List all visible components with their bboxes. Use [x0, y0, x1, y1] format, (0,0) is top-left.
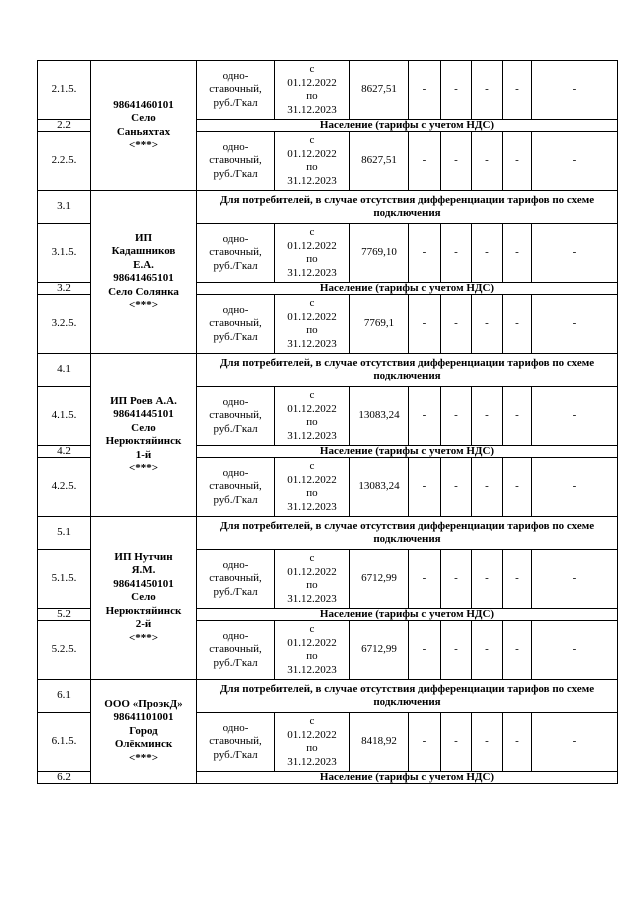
text-line: Село Солянка — [108, 285, 179, 298]
row-number-cell: 3.2 — [38, 283, 91, 295]
empty-value-cell: - — [409, 61, 441, 120]
text-line: ИП — [134, 231, 153, 244]
period-cell — [275, 458, 350, 517]
text-line: ставочный, — [209, 735, 262, 748]
empty-value-cell: - — [441, 224, 472, 283]
text-line: 31.12.2023 — [287, 592, 337, 605]
text-line: руб./Гкал — [213, 585, 258, 598]
text-line: 98641445101 — [113, 408, 174, 420]
period-cell — [275, 61, 350, 120]
text-line: Село — [131, 421, 156, 434]
empty-value-cell: - — [472, 387, 503, 446]
empty-value-cell: - — [503, 621, 532, 680]
tariff-type-cell — [197, 61, 275, 120]
empty-value-cell: - — [532, 224, 618, 283]
empty-value-cell: - — [472, 224, 503, 283]
organization-cell — [91, 680, 197, 784]
empty-value-cell: - — [532, 550, 618, 609]
text-line: <***> — [128, 462, 159, 474]
tariff-value-cell: 8627,51 — [350, 61, 409, 120]
tariff-type-cell — [197, 713, 275, 772]
row-number-cell: 4.2 — [38, 446, 91, 458]
empty-value-cell: - — [532, 458, 618, 517]
empty-value-cell: - — [503, 132, 532, 191]
text-line: 31.12.2023 — [287, 429, 337, 442]
text-line: Саньяхтах — [116, 125, 171, 138]
tariff-type-cell — [197, 458, 275, 517]
tariff-value-cell: 8418,92 — [350, 713, 409, 772]
tariff-type-cell — [197, 295, 275, 354]
text-line: одно- — [222, 466, 249, 479]
text-line: <***> — [128, 751, 159, 764]
text-line: 01.12.2022 — [287, 473, 337, 486]
empty-value-cell: - — [409, 295, 441, 354]
text-line: руб./Гкал — [213, 330, 258, 343]
table-row — [38, 680, 618, 713]
text-line: с — [309, 715, 315, 727]
text-line: по — [306, 487, 318, 499]
section-header-cell: Для потребителей, в случае отсутствия дифференциации тарифов по схеме подключения — [197, 680, 618, 713]
empty-value-cell: - — [441, 713, 472, 772]
row-number-cell: 6.1 — [38, 680, 91, 713]
text-line: одно- — [222, 558, 249, 571]
tariff-type-cell — [197, 621, 275, 680]
text-line: 31.12.2023 — [287, 663, 337, 676]
text-line: с — [309, 552, 315, 564]
text-line: руб./Гкал — [213, 493, 258, 506]
text-line: Нерюктяйинск — [105, 604, 182, 617]
empty-value-cell: - — [472, 295, 503, 354]
empty-value-cell: - — [532, 387, 618, 446]
text-line: Село — [131, 591, 156, 604]
text-line: с — [309, 134, 315, 146]
text-line: одно- — [222, 69, 249, 82]
tariff-type-cell — [197, 224, 275, 283]
text-line: 98641101001 — [113, 711, 174, 724]
text-line: ставочный, — [209, 480, 262, 493]
empty-value-cell: - — [409, 387, 441, 446]
empty-value-cell: - — [409, 621, 441, 680]
text-line: Нерюктяйинск — [105, 435, 182, 447]
text-line: руб./Гкал — [213, 748, 258, 761]
section-header-cell: Население (тарифы с учетом НДС) — [197, 446, 618, 458]
row-number-cell: 3.1 — [38, 191, 91, 224]
text-line: руб./Гкал — [213, 656, 258, 669]
section-header-cell: Население (тарифы с учетом НДС) — [197, 283, 618, 295]
text-line: 01.12.2022 — [287, 728, 337, 741]
text-line: по — [306, 161, 318, 173]
text-line: <***> — [128, 299, 159, 311]
text-line: одно- — [222, 629, 249, 642]
text-line: по — [306, 253, 318, 265]
section-header-cell: Для потребителей, в случае отсутствия дифференциации тарифов по схеме подключения — [197, 354, 618, 387]
period-cell — [275, 132, 350, 191]
text-line: по — [306, 416, 318, 428]
text-line: ООО «ПроэкД» — [104, 697, 183, 710]
row-number-cell: 4.1.5. — [38, 387, 91, 446]
empty-value-cell: - — [441, 295, 472, 354]
tariff-value-cell: 8627,51 — [350, 132, 409, 191]
text-line: 98641465101 — [113, 272, 174, 284]
row-number-cell: 5.2.5. — [38, 621, 91, 680]
empty-value-cell: - — [503, 387, 532, 446]
text-line: <***> — [128, 139, 159, 151]
row-number-cell: 4.1 — [38, 354, 91, 387]
row-number-cell: 6.2 — [38, 772, 91, 784]
text-line: ИП Роев А.А. — [110, 394, 177, 407]
tariff-type-cell — [197, 550, 275, 609]
text-line: Село — [131, 112, 156, 124]
text-line: с — [309, 460, 315, 472]
tariff-value-cell: 6712,99 — [350, 550, 409, 609]
text-line: ставочный, — [209, 409, 262, 422]
text-line: 31.12.2023 — [287, 337, 337, 350]
empty-value-cell: - — [441, 621, 472, 680]
empty-value-cell: - — [409, 550, 441, 609]
tariff-value-cell: 13083,24 — [350, 458, 409, 517]
row-number-cell: 3.2.5. — [38, 295, 91, 354]
empty-value-cell: - — [532, 713, 618, 772]
empty-value-cell: - — [409, 224, 441, 283]
text-line: 01.12.2022 — [287, 147, 337, 160]
row-number-cell: 5.2 — [38, 609, 91, 621]
text-line: с — [309, 623, 315, 635]
row-number-cell: 2.2.5. — [38, 132, 91, 191]
period-cell — [275, 295, 350, 354]
section-header-cell: Для потребителей, в случае отсутствия дифференциации тарифов по схеме подключения — [197, 191, 618, 224]
text-line: 31.12.2023 — [287, 174, 337, 187]
empty-value-cell: - — [503, 713, 532, 772]
empty-value-cell: - — [472, 713, 503, 772]
text-line: по — [306, 324, 318, 336]
empty-value-cell: - — [441, 458, 472, 517]
text-line: руб./Гкал — [213, 96, 258, 109]
section-header-cell: Население (тарифы с учетом НДС) — [197, 120, 618, 132]
text-line: 01.12.2022 — [287, 565, 337, 578]
text-line: ставочный, — [209, 246, 262, 259]
text-line: 1-й — [135, 448, 152, 461]
text-line: с — [309, 226, 315, 238]
text-line: 01.12.2022 — [287, 310, 337, 323]
text-line: Е.А. — [133, 258, 154, 271]
empty-value-cell: - — [472, 61, 503, 120]
text-line: 2-й — [135, 618, 152, 631]
tariff-value-cell: 13083,24 — [350, 387, 409, 446]
period-cell — [275, 713, 350, 772]
section-header-cell: Население (тарифы с учетом НДС) — [197, 609, 618, 621]
text-line: ИП Нутчин — [114, 550, 173, 563]
text-line: ставочный, — [209, 317, 262, 330]
text-line: ставочный, — [209, 572, 262, 585]
text-line: 98641460101 — [113, 98, 174, 111]
organization-cell — [91, 517, 197, 680]
empty-value-cell: - — [472, 550, 503, 609]
row-number-cell: 6.1.5. — [38, 713, 91, 772]
text-line: одно- — [222, 232, 249, 245]
table-row — [38, 517, 618, 550]
empty-value-cell: - — [409, 132, 441, 191]
table-row — [38, 61, 618, 120]
organization-cell — [91, 191, 197, 354]
period-cell — [275, 387, 350, 446]
text-line: ставочный, — [209, 643, 262, 656]
row-number-cell: 5.1.5. — [38, 550, 91, 609]
text-line: по — [306, 90, 318, 102]
period-cell — [275, 224, 350, 283]
tariff-value-cell: 7769,10 — [350, 224, 409, 283]
empty-value-cell: - — [532, 621, 618, 680]
tariff-table-body — [38, 61, 618, 784]
text-line: Кадашников — [111, 245, 176, 257]
text-line: руб./Гкал — [213, 422, 258, 435]
empty-value-cell: - — [472, 458, 503, 517]
section-header-cell: Для потребителей, в случае отсутствия дифференциации тарифов по схеме подключения — [197, 517, 618, 550]
empty-value-cell: - — [503, 61, 532, 120]
organization-cell — [91, 61, 197, 191]
text-line: 98641450101 — [113, 577, 174, 590]
text-line: одно- — [222, 140, 249, 153]
text-line: 01.12.2022 — [287, 636, 337, 649]
row-number-cell: 3.1.5. — [38, 224, 91, 283]
empty-value-cell: - — [472, 621, 503, 680]
text-line: 01.12.2022 — [287, 239, 337, 252]
empty-value-cell: - — [409, 713, 441, 772]
tariff-type-cell — [197, 387, 275, 446]
text-line: ставочный, — [209, 83, 262, 96]
text-line: по — [306, 579, 318, 591]
empty-value-cell: - — [532, 295, 618, 354]
text-line: Олёкминск — [114, 738, 173, 751]
table-row — [38, 191, 618, 224]
row-number-cell: 2.1.5. — [38, 61, 91, 120]
empty-value-cell: - — [441, 132, 472, 191]
empty-value-cell: - — [503, 295, 532, 354]
period-cell — [275, 550, 350, 609]
text-line: Город — [129, 724, 158, 737]
empty-value-cell: - — [441, 61, 472, 120]
text-line: 31.12.2023 — [287, 500, 337, 513]
text-line: 01.12.2022 — [287, 76, 337, 89]
period-cell — [275, 621, 350, 680]
text-line: по — [306, 742, 318, 754]
text-line: 31.12.2023 — [287, 103, 337, 116]
section-header-cell: Население (тарифы с учетом НДС) — [197, 772, 618, 784]
text-line: Я.М. — [131, 564, 156, 577]
text-line: руб./Гкал — [213, 167, 258, 180]
table-row — [38, 354, 618, 387]
row-number-cell: 5.1 — [38, 517, 91, 550]
text-line: 31.12.2023 — [287, 755, 337, 768]
empty-value-cell: - — [503, 458, 532, 517]
empty-value-cell: - — [441, 550, 472, 609]
empty-value-cell: - — [441, 387, 472, 446]
row-number-cell: 4.2.5. — [38, 458, 91, 517]
text-line: одно- — [222, 721, 249, 734]
empty-value-cell: - — [503, 550, 532, 609]
text-line: ставочный, — [209, 154, 262, 167]
tariff-table — [37, 60, 618, 784]
text-line: <***> — [128, 631, 159, 644]
text-line: с — [309, 389, 315, 401]
text-line: одно- — [222, 303, 249, 316]
text-line: по — [306, 650, 318, 662]
text-line: с — [309, 63, 315, 75]
text-line: руб./Гкал — [213, 259, 258, 272]
tariff-type-cell — [197, 132, 275, 191]
tariff-value-cell: 7769,1 — [350, 295, 409, 354]
tariff-value-cell: 6712,99 — [350, 621, 409, 680]
text-line: с — [309, 297, 315, 309]
text-line: 01.12.2022 — [287, 402, 337, 415]
row-number-cell: 2.2 — [38, 120, 91, 132]
text-line: одно- — [222, 395, 249, 408]
empty-value-cell: - — [532, 132, 618, 191]
empty-value-cell: - — [472, 132, 503, 191]
empty-value-cell: - — [532, 61, 618, 120]
empty-value-cell: - — [503, 224, 532, 283]
organization-cell — [91, 354, 197, 517]
text-line: 31.12.2023 — [287, 266, 337, 279]
empty-value-cell: - — [409, 458, 441, 517]
